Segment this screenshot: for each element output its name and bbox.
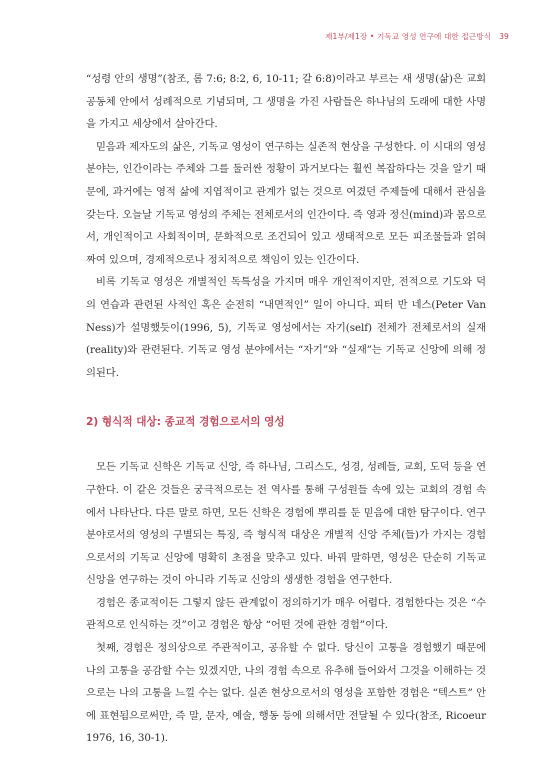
body-paragraph: 경험은 종교적이든 그렇지 않든 관계없이 정의하기가 매우 어렵다. 경험한다는 것은 “수관적으로 인식하는 것”이고 경험은 항상 “어떤 것에 관한 경험”이다.	[86, 596, 486, 632]
page-number: 39	[499, 32, 509, 41]
running-header	[325, 31, 509, 42]
body-paragraph: “성령 안의 생명”(참조, 롬 7:6; 8:2, 6, 10-11; 갈 6:8)이라고 부르는 새 생명(삶)은 교회 공동체 안에서 성례적으로 기념되며, 그 생명을 가진 사람들은 하나님의 도래에 대한 사명을 가지고 세상에서 살아간다.	[86, 73, 486, 131]
section-heading: 2) 형식적 대상: 종교적 경험으로서의 영성	[86, 416, 285, 429]
body-paragraph: 비록 기독교 영성은 개별적인 독특성을 가지며 매우 개인적이지만, 전적으로 기도와 덕의 연습과 관련된 사적인 혹은 순전히 “내면적인” 일이 아니다. 피터 반 네스(Peter Van Ness)가 설명했듯이(1996, 5), 기독교 영성에서는 자기(self) 전체가 전체로서의 실재(reality)와 관련된다. 기독교 영성 분야에서는 “자기”와 “실재”는 기독교 신앙에 의해 정의된다.	[86, 276, 486, 379]
running-title: 제1부/제1장 • 기독교 영성 연구에 대한 접근방식	[325, 32, 492, 41]
body-paragraph: 첫째, 경험은 정의상으로 주관적이고, 공유할 수 없다. 당신이 고통을 경험했기 때문에 나의 고통을 공감할 수는 있겠지만, 나의 경험 속으로 유추해 들어와서 그것을 이해하는 것으로는 나의 고통을 느낄 수는 없다. 실존 현상으로서의 영성을 포함한 경험은 “텍스트” 안에 표현됨으로써만, 즉 말, 문자, 예술, 행동 등에 의해서만 전달될 수 있다(참조, Ricoeur 1976, 16, 30-1).	[86, 642, 486, 745]
page-body	[86, 68, 486, 750]
body-paragraph: 모든 기독교 신학은 기독교 신앙, 즉 하나님, 그리스도, 성경, 성례들, 교회, 도덕 등을 연구한다. 이 같은 것들은 궁극적으로는 전 역사를 통해 구성원들 속에 있는 교회의 경험 속에서 나타난다. 다른 말로 하면, 모든 신학은 경험에 뿌리를 둔 믿음에 대한 탐구이다. 연구 분야로서의 영성의 구별되는 특징, 즉 형식적 대상은 개별적 신앙 주체(들)가 가지는 경험으로서의 기독교 신앙에 명확히 초점을 맞추고 있다. 바꿔 말하면, 영성은 단순히 기독교 신앙을 연구하는 것이 아니라 기독교 신앙의 생생한 경험을 연구한다.	[86, 461, 486, 587]
body-paragraph: 믿음과 제자도의 삶은, 기독교 영성이 연구하는 실존적 현상을 구성한다. 이 시대의 영성 분야는, 인간이라는 주체와 그를 둘러싼 정황이 과거보다는 훨씬 복잡하다는 것을 알기 때문에, 과거에는 영적 삶에 지엽적이고 관계가 없는 것으로 여겼던 주제들에 대해서 관심을 갖는다. 오늘날 기독교 영성의 주체는 전체로서의 인간이다. 즉 영과 정신(mind)과 몸으로서, 개인적이고 사회적이며, 문화적으로 조건되어 있고 생태적으로 모든 피조물들과 얽혀 짜여 있으며, 경제적으로나 정치적으로 책임이 있는 인간이다.	[86, 140, 486, 266]
